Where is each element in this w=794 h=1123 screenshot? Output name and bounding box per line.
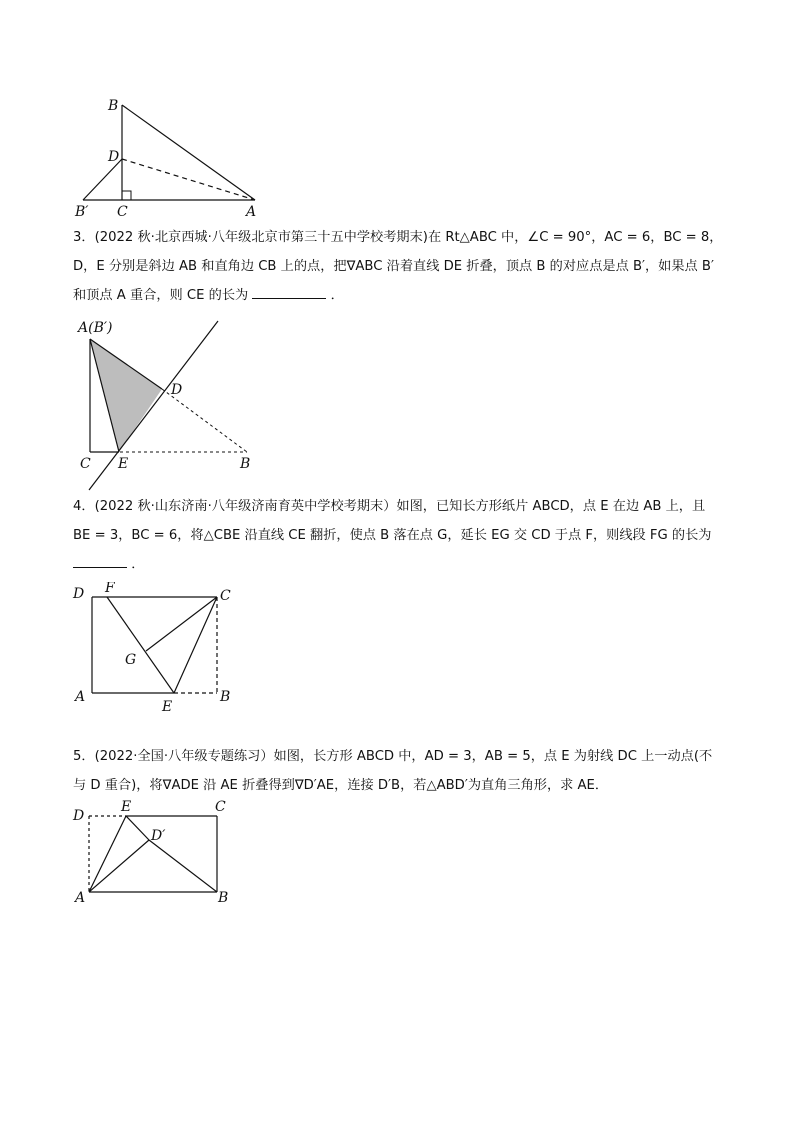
- label-D-prime: D′: [151, 828, 166, 844]
- label-C: C: [220, 588, 231, 604]
- problem-4-line-2: BE = 3，BC = 6，将△CBE 沿直线 CE 翻折，使点 B 落在点 G，延长 EG 交 CD 于点 F，则线段 FG 的长为: [73, 528, 712, 543]
- label-E: E: [162, 699, 173, 715]
- label-D: D: [108, 149, 120, 165]
- problem-3-line-1: 3．(2022 秋·北京西城·八年级北京市第三十五中学校考期末)在 Rt△ABC 中，∠C = 90°，AC = 6，BC = 8，: [73, 230, 723, 245]
- problem-3-line-3-text: 和顶点 A 重合，则 CE 的长为: [73, 288, 249, 303]
- label-B: B: [240, 456, 251, 472]
- label-E: E: [118, 456, 129, 472]
- problem-3-line-2: D，E 分别是斜边 AB 和直角边 CB 上的点，把∇ABC 沿着直线 DE 折叠，顶点 B 的对应点是点 B′，如果点 B′: [73, 259, 714, 274]
- problem-4-line-1: 4．(2022 秋·山东济南·八年级济南育英中学校考期末）如图，已知长方形纸片 ABCD，点 E 在边 AB 上，且: [73, 499, 706, 514]
- figure-triangle-fold-top: [70, 95, 270, 220]
- label-A: A: [75, 890, 86, 906]
- answer-blank-3[interactable]: [252, 284, 326, 299]
- answer-blank-4[interactable]: [73, 553, 127, 568]
- label-C: C: [80, 456, 91, 472]
- label-A: A: [246, 204, 257, 220]
- problem-4-line-3-end: ．: [131, 557, 145, 572]
- problem-5: [73, 742, 733, 800]
- label-C: C: [215, 799, 226, 815]
- problem-3-line-3: [73, 281, 733, 310]
- label-G: G: [125, 652, 137, 668]
- label-B: B: [220, 689, 231, 705]
- label-D: D: [73, 808, 85, 824]
- label-B: B: [108, 98, 119, 114]
- label-C: C: [117, 204, 128, 220]
- problem-4-line-3: [73, 550, 733, 579]
- problem-5-line-2: 与 D 重合)，将∇ADE 沿 AE 折叠得到∇D′AE，连接 D′B，若△ABD′为直角三角形，求 AE．: [73, 778, 609, 793]
- label-D: D: [73, 586, 85, 602]
- figure-problem-5: [70, 796, 245, 911]
- problem-4: [73, 492, 733, 579]
- label-E: E: [121, 799, 132, 815]
- figure-problem-4: [70, 582, 245, 717]
- problem-3: [73, 223, 733, 310]
- problem-3-line-3-end: ．: [330, 288, 344, 303]
- problem-5-line-1: 5．(2022·全国·八年级专题练习）如图，长方形 ABCD 中，AD = 3，AB = 5，点 E 为射线 DC 上一动点(不: [73, 749, 713, 764]
- label-A: A: [75, 689, 86, 705]
- figure-problem-3: [72, 312, 272, 494]
- label-B: B: [218, 890, 229, 906]
- label-A-B-prime: A(B′): [78, 320, 113, 336]
- label-D: D: [171, 382, 183, 398]
- label-F: F: [105, 582, 115, 596]
- label-B-prime: B′: [75, 204, 89, 220]
